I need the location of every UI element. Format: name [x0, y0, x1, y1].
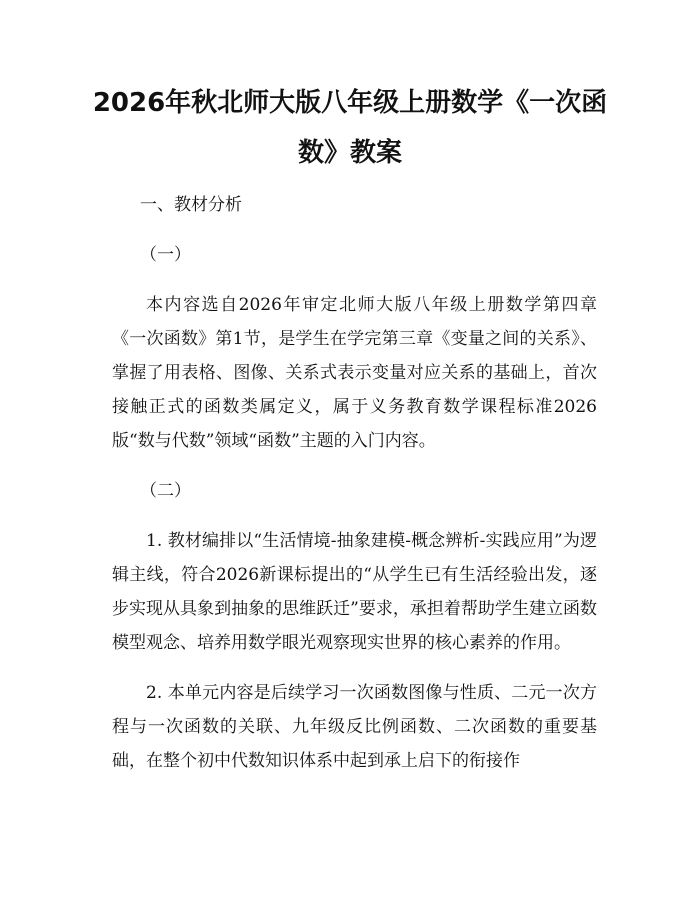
paragraph-content-source: 本内容选自2026年审定北师大版八年级上册数学第四章《一次函数》第1节，是学生在学完第三章《变量之间的关系》、掌握了用表格、图像、关系式表示变量对应关系的基础上，首次接触正式的函数类属定义，属于义务教育数学课程标准2026版“数与代数”领域“函数”主题的入门内容。: [112, 295, 597, 451]
paragraph-unit-foundation: 2. 本单元内容是后续学习一次函数图像与性质、二元一次方程与一次函数的关联、九年级反比例函数、二次函数的重要基础，在整个初中代数知识体系中起到承上启下的衔接作: [112, 683, 597, 771]
section-heading-teaching-material-analysis: 一、教材分析: [140, 195, 242, 215]
subsection-heading-one: （一）: [140, 245, 191, 265]
paragraph-textbook-arrangement: 1. 教材编排以“生活情境-抽象建模-概念辨析-实践应用”为逻辑主线，符合2026新课标提出的“从学生已有生活经验出发，逐步实现从具象到抽象的思维跃迁”要求，承担着帮助学生建立函数模型观念、培养用数学眼光观察现实世界的核心素养的作用。: [112, 531, 597, 653]
document-body: [112, 188, 597, 794]
subsection-heading-two: （二）: [140, 481, 191, 501]
document-title: 2026年秋北师大版八年级上册数学《一次函数》教案: [92, 88, 608, 168]
